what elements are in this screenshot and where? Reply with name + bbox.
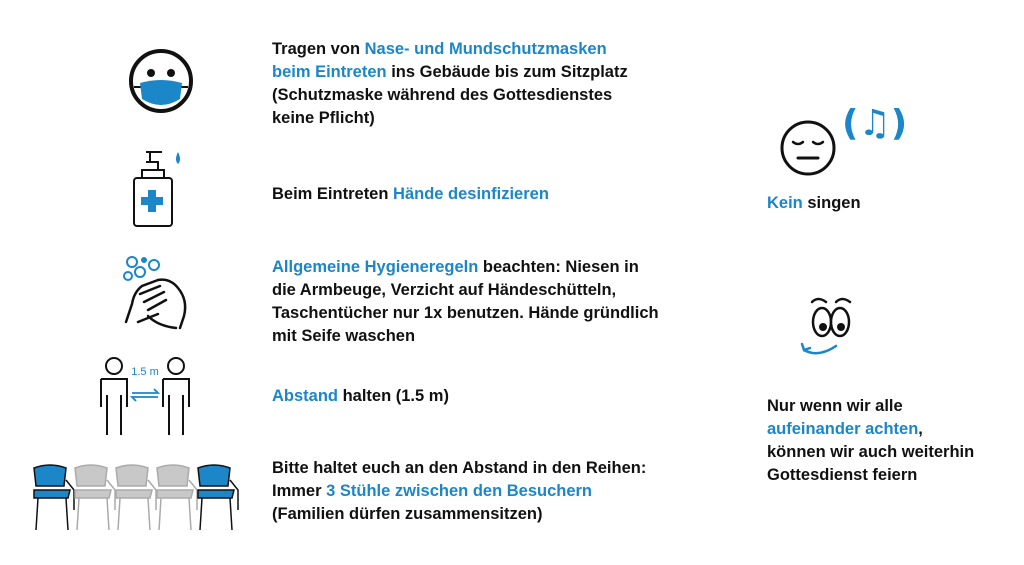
- plain-text: halten (1.5 m): [338, 387, 449, 405]
- text-line: [767, 464, 974, 487]
- text-line: [272, 385, 449, 408]
- plain-text: beachten: Niesen in: [478, 258, 639, 276]
- sanitizer-bottle-icon: [128, 148, 188, 230]
- highlight-text: Allgemeine Hygieneregeln: [272, 258, 479, 276]
- plain-text: (Familien dürfen zusammensitzen): [272, 505, 543, 523]
- plain-text: Nur wenn wir alle: [767, 397, 903, 415]
- text-line: [272, 480, 646, 503]
- chair-empty-2: [116, 465, 156, 530]
- rule-disinfect-text: [272, 183, 549, 206]
- text-line: [272, 325, 659, 348]
- rule-seating-text: [272, 457, 646, 526]
- care-text: [767, 395, 974, 487]
- plain-text: (Schutzmaske während des Gottesdienstes: [272, 86, 613, 104]
- highlight-text: beim Eintreten: [272, 63, 387, 81]
- music-note-icon: (♫): [842, 103, 908, 144]
- plain-text: Taschentücher nur 1x benutzen. Hände gründlich: [272, 304, 659, 322]
- text-line: [272, 38, 628, 61]
- plain-text: Beim Eintreten: [272, 185, 394, 203]
- text-line: [272, 279, 659, 302]
- text-line: [272, 503, 646, 526]
- plain-text: die Armbeuge, Verzicht auf Händeschütteln,: [272, 281, 617, 299]
- rule-mask-text: [272, 38, 628, 130]
- text-line: [767, 192, 861, 215]
- plain-text: singen: [802, 194, 861, 212]
- highlight-text: Abstand: [272, 387, 338, 405]
- highlight-text: Kein: [767, 194, 803, 212]
- plain-text: mit Seife waschen: [272, 327, 416, 345]
- text-line: [767, 418, 974, 441]
- rule-hygiene-text: [272, 256, 659, 348]
- text-line: [767, 441, 974, 464]
- highlight-text: aufeinander achten: [767, 420, 919, 438]
- highlight-text: Hände desinfizieren: [393, 185, 549, 203]
- text-line: [272, 107, 628, 130]
- highlight-text: 3 Stühle zwischen den Besuchern: [326, 482, 593, 500]
- text-line: [272, 183, 549, 206]
- chair-occupied-right: [198, 465, 238, 530]
- plain-text: können wir auch weiterhin: [767, 443, 975, 461]
- text-line: [272, 256, 659, 279]
- text-line: [272, 457, 646, 480]
- text-line: [272, 61, 628, 84]
- chair-empty-3: [157, 465, 197, 530]
- plain-text: Gottesdienst feiern: [767, 466, 918, 484]
- plain-text: keine Pflicht): [272, 109, 375, 127]
- chair-occupied-left: [34, 465, 74, 530]
- plain-text: Bitte haltet euch an den Abstand in den Reihen:: [272, 459, 647, 477]
- hand-washing-icon: [118, 252, 194, 332]
- no-singing-text: [767, 192, 861, 215]
- highlight-text: Nase- und Mundschutzmasken: [364, 40, 607, 58]
- chairs-row-icon: [30, 460, 245, 532]
- rule-distance-text: [272, 385, 449, 408]
- distance-label: 1.5 m: [131, 366, 159, 378]
- distance-people-icon: [96, 355, 196, 437]
- plain-text: ins Gebäude bis zum Sitzplatz: [386, 63, 628, 81]
- face-mask-icon: [126, 45, 196, 117]
- text-line: [272, 302, 659, 325]
- chair-empty-1: [75, 465, 115, 530]
- plain-text: Immer: [272, 482, 327, 500]
- no-singing-face-icon: [778, 118, 838, 178]
- text-line: [767, 395, 974, 418]
- plain-text: ,: [918, 420, 923, 438]
- text-line: [272, 84, 628, 107]
- attentive-eyes-icon: [796, 292, 866, 362]
- plain-text: Tragen von: [272, 40, 365, 58]
